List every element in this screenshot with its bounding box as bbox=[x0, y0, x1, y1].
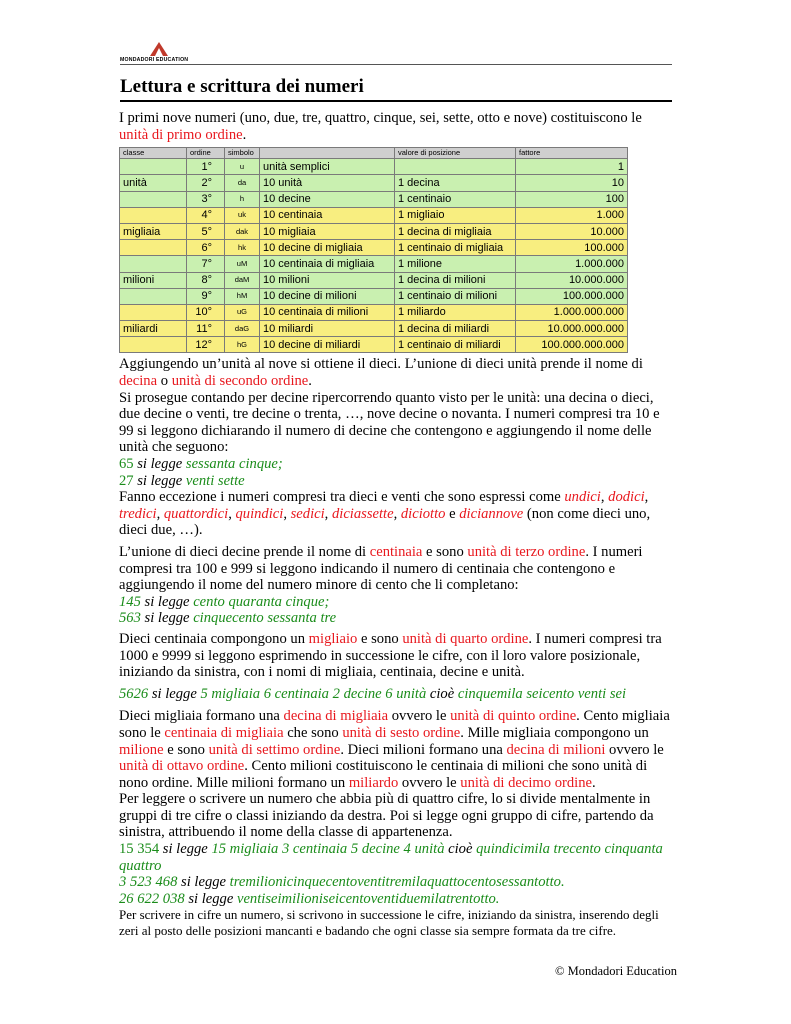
cell-nome: 10 miliardi bbox=[260, 321, 395, 337]
cell-nome: 10 centinaia di migliaia bbox=[260, 256, 395, 272]
highlight-term: centinaia di migliaia bbox=[164, 724, 284, 741]
example-connector: si legge bbox=[184, 890, 237, 907]
cell-fattore: 10.000 bbox=[516, 223, 628, 239]
cell-classe: unità bbox=[120, 175, 187, 191]
table-row bbox=[120, 191, 628, 207]
cell-simbolo: h bbox=[225, 191, 260, 207]
example-line bbox=[119, 841, 671, 874]
example-words: quindicimila trecento cinquanta quattro bbox=[119, 841, 663, 874]
text: e sono bbox=[357, 630, 403, 647]
example-line bbox=[119, 686, 671, 703]
text: ovvero le bbox=[388, 708, 451, 725]
cell-classe bbox=[120, 191, 187, 207]
cell-fattore: 10.000.000.000 bbox=[516, 321, 628, 337]
cell-ordine: 1° bbox=[187, 159, 225, 175]
highlight-term: tredici bbox=[119, 505, 157, 522]
header-ordine: ordine bbox=[187, 148, 225, 159]
text: Fanno eccezione i numeri compresi tra dieci e venti che sono espressi come bbox=[119, 489, 565, 506]
eccezione-paragraph bbox=[119, 489, 671, 539]
text: . Dieci milioni formano una bbox=[340, 741, 507, 758]
example-number: 15 354 bbox=[119, 841, 160, 858]
header-valore: valore di posizione bbox=[395, 148, 516, 159]
cell-classe bbox=[120, 337, 187, 353]
scrittura-paragraph: Per scrivere in cifre un numero, si scrivono in successione le cifre, iniziando da sinistra, inserendo degli zeri al posto delle posizioni mancanti e badando che ogni classe sia sempre formata da tre cifre. bbox=[119, 907, 659, 939]
cell-nome: 10 decine bbox=[260, 191, 395, 207]
text: ovvero le bbox=[605, 741, 664, 758]
cell-ordine: 7° bbox=[187, 256, 225, 272]
text: , bbox=[393, 505, 401, 522]
cell-nome: unità semplici bbox=[260, 159, 395, 175]
table-row bbox=[120, 207, 628, 223]
cell-fattore: 1.000 bbox=[516, 207, 628, 223]
highlight-term: unità di ottavo ordine bbox=[119, 758, 245, 775]
text: . I numeri compresi tra 100 e 999 si leggono indicando il numero di centinaia che contengono e aggiungendo il nome del numero minore di cento che li completano: bbox=[119, 543, 643, 594]
text: e sono bbox=[163, 741, 209, 758]
cell-classe: migliaia bbox=[120, 223, 187, 239]
cell-valore: 1 centinaio di milioni bbox=[395, 288, 516, 304]
example-connector: si legge bbox=[140, 593, 194, 610]
table-row bbox=[120, 272, 628, 288]
cell-valore bbox=[395, 159, 516, 175]
highlight-term: decina di milioni bbox=[506, 741, 606, 758]
classi-paragraph: Per leggere o scrivere un numero che abbia più di quattro cifre, lo si divide mentalmente in gruppi di tre cifre o classi iniziando da destra. Poi si legge ogni gruppo di cifre, partendo da sinistra, attribuendo il nome della classe di appartenenza. bbox=[119, 791, 654, 841]
cell-nome: 10 centinaia di milioni bbox=[260, 304, 395, 320]
highlight-term: milione bbox=[119, 741, 164, 758]
cell-simbolo: daG bbox=[225, 321, 260, 337]
ordini-paragraph bbox=[119, 708, 671, 791]
example-connector: si legge bbox=[140, 610, 194, 627]
example-connector: si legge bbox=[133, 472, 186, 489]
decine-paragraph: Si prosegue contando per decine ripercorrendo quanto visto per le unità: una decina o dieci, due decine o venti, tre decine o trenta, …, nove decine o novanta. I numeri compresi tra 10 e 99 si leggono dichiarando il numero di decine che contengono e aggiungendo il nome delle unità che seguono: bbox=[119, 389, 660, 456]
table-row bbox=[120, 304, 628, 320]
cell-ordine: 8° bbox=[187, 272, 225, 288]
text: e sono bbox=[422, 543, 468, 560]
cell-classe bbox=[120, 240, 187, 256]
example-words: 15 migliaia 3 centinaia 5 decine 4 unità bbox=[211, 841, 445, 858]
highlight-term: unità di decimo ordine bbox=[460, 774, 593, 791]
text: Dieci centinaia compongono un bbox=[119, 630, 309, 647]
centinaia-paragraph bbox=[119, 544, 671, 594]
table-row bbox=[120, 240, 628, 256]
highlight-term: unità di settimo ordine bbox=[208, 741, 341, 758]
cell-classe bbox=[120, 207, 187, 223]
cell-valore: 1 centinaio di miliardi bbox=[395, 337, 516, 353]
table-row bbox=[120, 223, 628, 239]
header-rule bbox=[120, 64, 672, 65]
example-line bbox=[119, 874, 671, 891]
cell-classe bbox=[120, 304, 187, 320]
cell-classe: miliardi bbox=[120, 321, 187, 337]
text: . bbox=[308, 373, 312, 390]
text: , bbox=[283, 505, 291, 522]
text: . bbox=[592, 774, 596, 791]
cell-fattore: 1 bbox=[516, 159, 628, 175]
text: . I numeri compresi tra 1000 e 9999 si leggono esprimendo in successione le cifre, con il loro valore posizionale, iniziando da sinistra, con i nomi di migliaia, centinaia, decine e unità. bbox=[119, 630, 662, 681]
cell-fattore: 100 bbox=[516, 191, 628, 207]
text: Aggiungendo un’unità al nove si ottiene il dieci. L’unione di dieci unità prende il nome di bbox=[119, 356, 643, 373]
text: che sono bbox=[283, 724, 343, 741]
table-row bbox=[120, 337, 628, 353]
cell-simbolo: hk bbox=[225, 240, 260, 256]
text: , bbox=[644, 489, 649, 506]
cell-nome: 10 decine di milioni bbox=[260, 288, 395, 304]
cell-ordine: 12° bbox=[187, 337, 225, 353]
cell-nome: 10 decine di migliaia bbox=[260, 240, 395, 256]
intro-paragraph bbox=[119, 110, 671, 143]
text: . Cento migliaia sono le bbox=[119, 708, 670, 741]
title-rule bbox=[120, 100, 672, 102]
highlight-term: centinaia bbox=[369, 543, 423, 560]
publisher-logo bbox=[120, 42, 200, 64]
table-row bbox=[120, 321, 628, 337]
cell-nome: 10 decine di miliardi bbox=[260, 337, 395, 353]
cell-simbolo: uM bbox=[225, 256, 260, 272]
text: . Cento milioni costituiscono le centinaia di milioni che sono unità di nono ordine. Mille milioni formano un bbox=[119, 758, 648, 791]
table-row bbox=[120, 288, 628, 304]
cell-nome: 10 milioni bbox=[260, 272, 395, 288]
cell-nome: 10 centinaia bbox=[260, 207, 395, 223]
cell-valore: 1 migliaio bbox=[395, 207, 516, 223]
cell-valore: 1 decina di miliardi bbox=[395, 321, 516, 337]
highlight-term: quattordici bbox=[163, 505, 229, 522]
cell-valore: 1 centinaio di migliaia bbox=[395, 240, 516, 256]
text: , bbox=[228, 505, 236, 522]
example-connector: si legge bbox=[159, 841, 212, 858]
text: . Mille migliaia compongono un bbox=[460, 724, 649, 741]
example-words: tremilionicinquecentoventitremilaquattocentosessantotto. bbox=[229, 874, 565, 891]
cell-simbolo: uk bbox=[225, 207, 260, 223]
highlight-term: decina di migliaia bbox=[283, 708, 389, 725]
example-connector: si legge bbox=[133, 456, 186, 472]
example-words: 5 migliaia 6 centinaia 2 decine 6 unità bbox=[200, 685, 427, 702]
migliaio-paragraph bbox=[119, 631, 671, 681]
cell-ordine: 4° bbox=[187, 207, 225, 223]
header-fattore: fattore bbox=[516, 148, 628, 159]
logo-text: MONDADORI EDUCATION bbox=[120, 57, 189, 63]
cell-fattore: 10 bbox=[516, 175, 628, 191]
cell-ordine: 5° bbox=[187, 223, 225, 239]
cell-valore: 1 decina bbox=[395, 175, 516, 191]
text: Dieci migliaia formano una bbox=[119, 708, 284, 725]
example-number: 26 622 038 bbox=[119, 890, 185, 907]
example-line bbox=[119, 594, 671, 611]
example-words: cento quaranta cinque; bbox=[193, 593, 330, 610]
cell-simbolo: hG bbox=[225, 337, 260, 353]
cell-valore: 1 milione bbox=[395, 256, 516, 272]
table-row bbox=[120, 159, 628, 175]
text: ovvero le bbox=[398, 774, 461, 791]
example-number: 3 523 468 bbox=[119, 874, 178, 891]
cell-fattore: 100.000.000 bbox=[516, 288, 628, 304]
text: (non come dieci uno, dieci due, …). bbox=[119, 505, 651, 539]
cell-ordine: 10° bbox=[187, 304, 225, 320]
example-words: venti sette bbox=[185, 472, 245, 489]
cell-simbolo: hM bbox=[225, 288, 260, 304]
example-number: 65 bbox=[119, 456, 134, 472]
highlight-term: miliardo bbox=[348, 774, 399, 791]
cell-simbolo: u bbox=[225, 159, 260, 175]
highlight-term: sedici bbox=[290, 505, 325, 522]
highlight-term: quindici bbox=[235, 505, 284, 522]
cell-nome: 10 unità bbox=[260, 175, 395, 191]
highlight-term: decina bbox=[119, 373, 158, 390]
cell-fattore: 1.000.000.000 bbox=[516, 304, 628, 320]
text: . bbox=[242, 126, 247, 143]
highlight-term: unità di primo ordine bbox=[119, 126, 243, 143]
highlight-term: unità di quinto ordine bbox=[450, 708, 577, 725]
highlight-term: unità di sesto ordine bbox=[342, 724, 461, 741]
place-value-table bbox=[119, 147, 628, 353]
highlight-term: migliaio bbox=[308, 630, 358, 647]
table-header-row bbox=[120, 148, 628, 159]
cell-classe: milioni bbox=[120, 272, 187, 288]
highlight-term: diciannove bbox=[459, 505, 524, 522]
example-words: cinquemila seicento venti sei bbox=[457, 685, 627, 702]
highlight-term: diciassette bbox=[331, 505, 394, 522]
text: L’unione di dieci decine prende il nome di bbox=[119, 543, 370, 560]
cell-valore: 1 decina di milioni bbox=[395, 272, 516, 288]
cell-valore: 1 decina di migliaia bbox=[395, 223, 516, 239]
cell-valore: 1 miliardo bbox=[395, 304, 516, 320]
cell-ordine: 2° bbox=[187, 175, 225, 191]
example-line bbox=[119, 891, 671, 908]
example-line bbox=[119, 473, 671, 490]
text: I primi nove numeri (uno, due, tre, quattro, cinque, sei, sette, otto e nove) costituiscono le bbox=[119, 110, 642, 126]
cell-simbolo: uG bbox=[225, 304, 260, 320]
example-words: cinquecento sessanta tre bbox=[193, 610, 337, 627]
example-line bbox=[119, 456, 671, 473]
highlight-term: unità di secondo ordine bbox=[171, 373, 309, 390]
example-connector: si legge bbox=[177, 874, 230, 891]
example-connector: cioè bbox=[444, 841, 477, 858]
table-row bbox=[120, 256, 628, 272]
text: , bbox=[156, 505, 164, 522]
text: , bbox=[600, 489, 609, 506]
cell-fattore: 1.000.000 bbox=[516, 256, 628, 272]
cell-ordine: 11° bbox=[187, 321, 225, 337]
highlight-term: unità di quarto ordine bbox=[402, 630, 529, 647]
cell-ordine: 9° bbox=[187, 288, 225, 304]
example-number: 5626 bbox=[119, 685, 149, 702]
example-number: 563 bbox=[119, 610, 141, 627]
cell-classe bbox=[120, 288, 187, 304]
text: , bbox=[324, 505, 332, 522]
example-connector: cioè bbox=[426, 685, 458, 702]
cell-simbolo: da bbox=[225, 175, 260, 191]
highlight-term: unità di terzo ordine bbox=[467, 543, 586, 560]
cell-fattore: 100.000 bbox=[516, 240, 628, 256]
highlight-term: dodici bbox=[608, 489, 645, 506]
example-number: 27 bbox=[119, 472, 134, 489]
document-body bbox=[119, 110, 671, 939]
logo-a-icon bbox=[150, 42, 168, 56]
example-words: ventiseimilioniseicentoventiduemilatrentotto. bbox=[236, 890, 500, 907]
table-row bbox=[120, 175, 628, 191]
page-title: Lettura e scrittura dei numeri bbox=[120, 76, 364, 97]
cell-classe bbox=[120, 159, 187, 175]
text: o bbox=[157, 373, 172, 390]
cell-fattore: 10.000.000 bbox=[516, 272, 628, 288]
highlight-term: undici bbox=[564, 489, 601, 506]
example-number: 145 bbox=[119, 593, 141, 610]
cell-classe bbox=[120, 256, 187, 272]
header-nome bbox=[260, 148, 395, 159]
cell-valore: 1 centinaio bbox=[395, 191, 516, 207]
example-connector: si legge bbox=[148, 685, 201, 702]
example-line bbox=[119, 610, 671, 627]
example-words: sessanta cinque; bbox=[185, 456, 283, 472]
cell-ordine: 3° bbox=[187, 191, 225, 207]
text: e bbox=[445, 505, 460, 522]
footer-copyright: © Mondadori Education bbox=[555, 964, 677, 978]
header-simbolo: simbolo bbox=[225, 148, 260, 159]
cell-ordine: 6° bbox=[187, 240, 225, 256]
header-classe: classe bbox=[120, 148, 187, 159]
cell-simbolo: dak bbox=[225, 223, 260, 239]
highlight-term: diciotto bbox=[400, 505, 446, 522]
cell-fattore: 100.000.000.000 bbox=[516, 337, 628, 353]
cell-simbolo: daM bbox=[225, 272, 260, 288]
cell-nome: 10 migliaia bbox=[260, 223, 395, 239]
decina-paragraph bbox=[119, 356, 671, 389]
